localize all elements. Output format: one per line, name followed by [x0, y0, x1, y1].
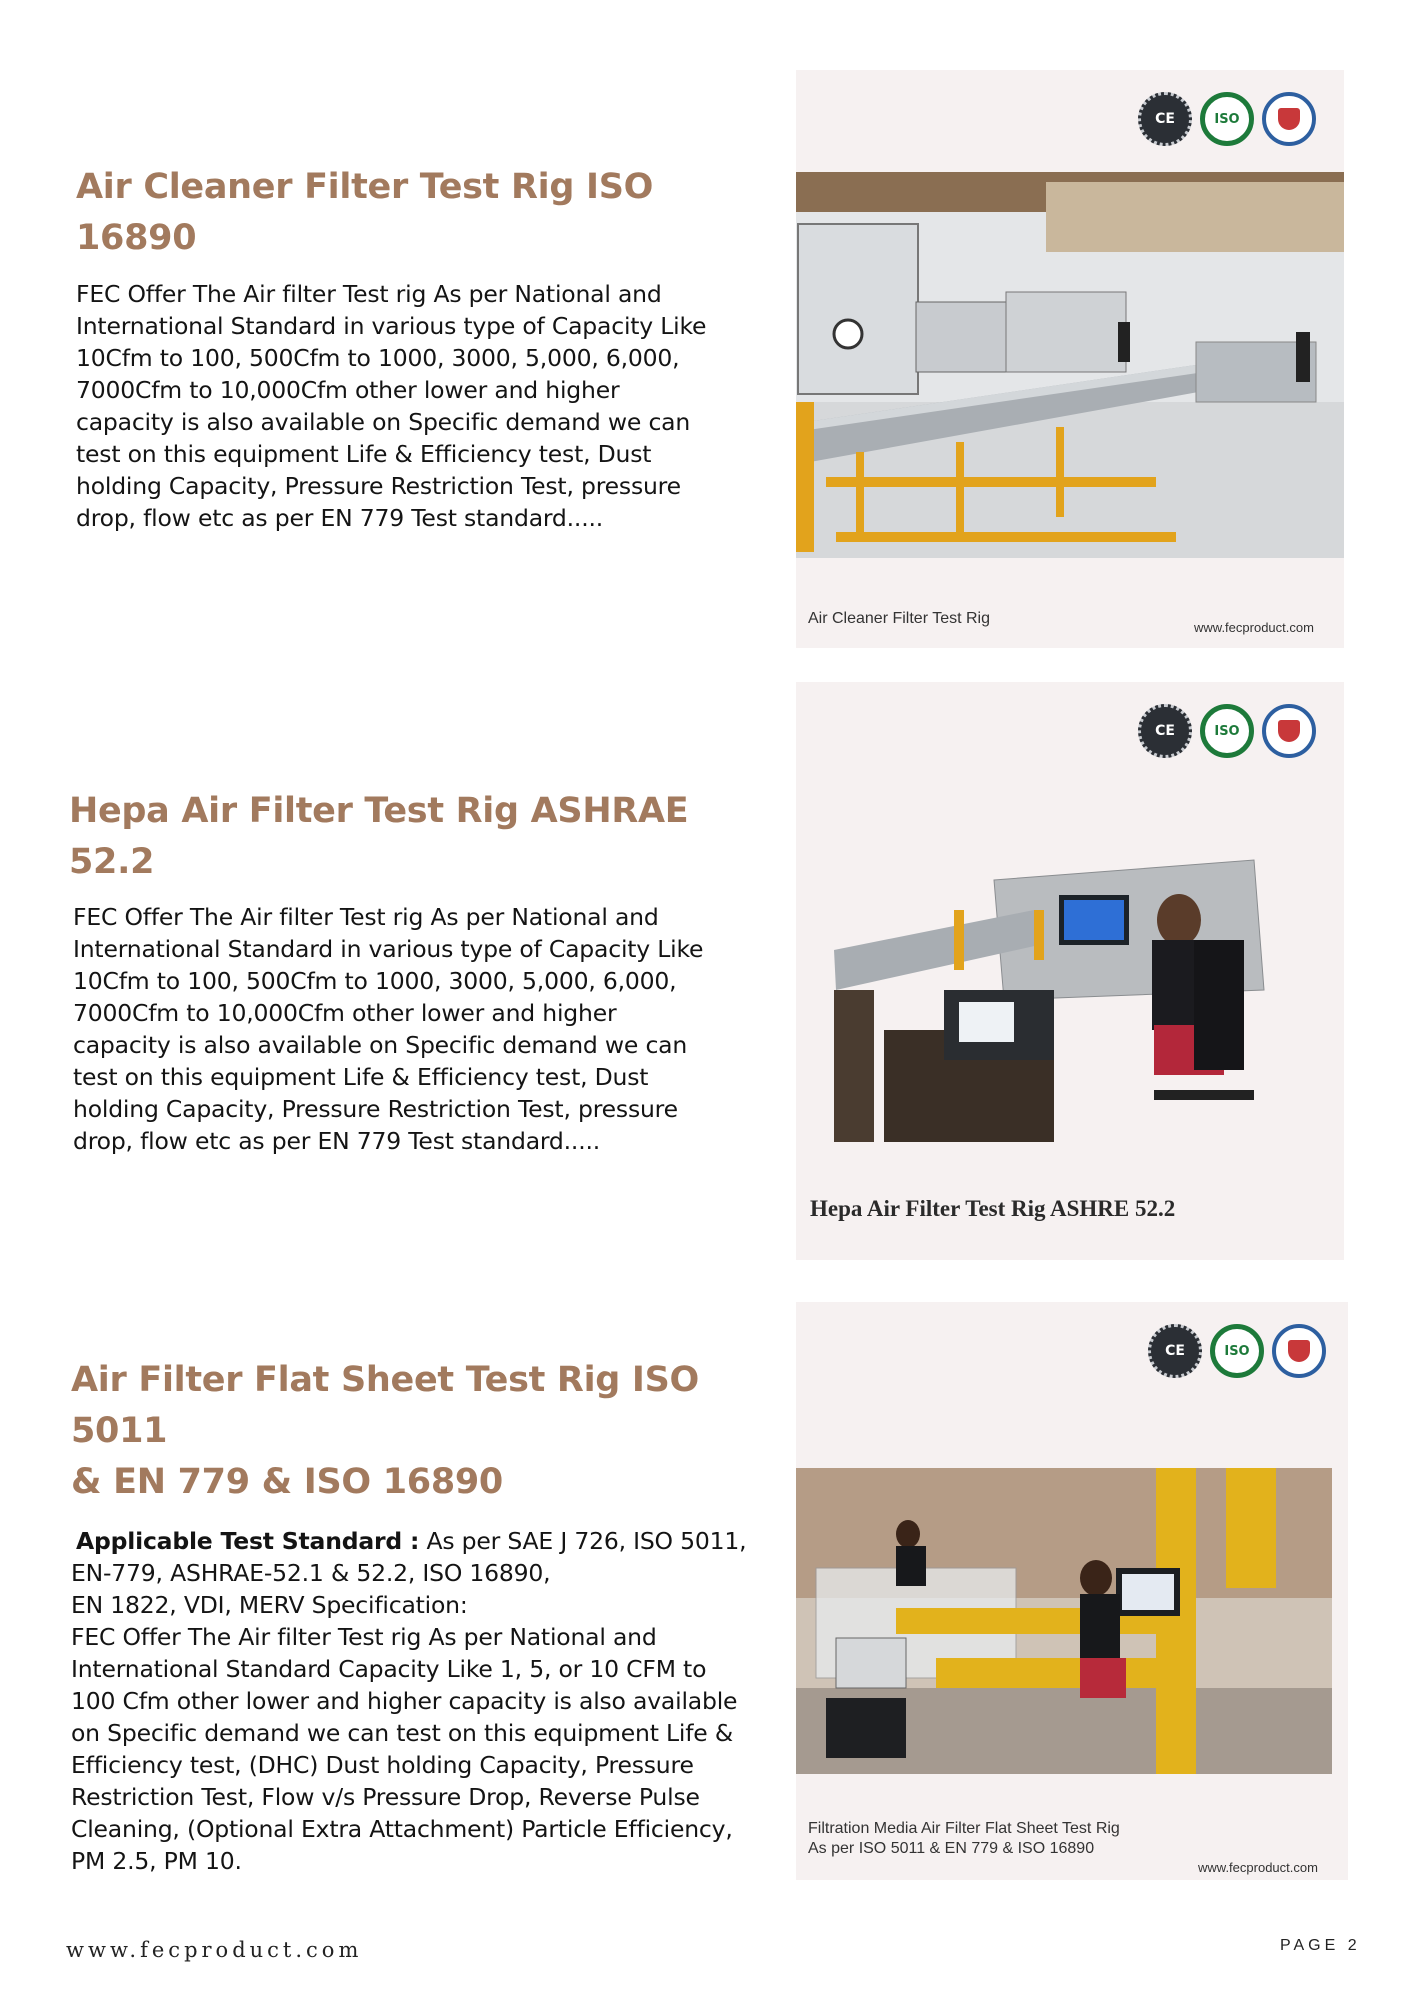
air-cleaner-test-rig-photo [796, 172, 1344, 558]
section-1-heading: Air Cleaner Filter Test Rig ISO 16890 [76, 167, 654, 258]
section-3-image-panel [796, 1302, 1348, 1880]
section-1-image-panel [796, 70, 1344, 648]
section-1-text [76, 162, 756, 534]
certification-badges [1138, 704, 1316, 758]
section-3-image-caption-line-1: Filtration Media Air Filter Flat Sheet Test Rig [808, 1820, 1120, 1837]
ce-mark-icon: CE [1138, 704, 1192, 758]
footer-website: www.fecproduct.com [66, 1938, 363, 1962]
iso-certified-icon: ISO [1200, 92, 1254, 146]
section-3-image-caption-line-2: As per ISO 5011 & EN 779 & ISO 16890 [808, 1840, 1095, 1857]
section-3-image-website: www.fecproduct.com [1198, 1860, 1318, 1875]
section-3-heading: Air Filter Flat Sheet Test Rig ISO 5011 & EN 779 & ISO 16890 [71, 1360, 699, 1502]
section-2-text [69, 786, 759, 1157]
ce-mark-icon: CE [1148, 1324, 1202, 1378]
applicable-standard-line [71, 1525, 761, 1557]
crest-seal-icon [1262, 92, 1316, 146]
section-2-paragraph: FEC Offer The Air filter Test rig As per National and International Standard in various type of Capacity Like 10Cfm to 100, 500Cfm to 1000, 3000, 5,000, 6,000, 7000Cfm to 10,000Cfm other lower and higher capacity is also available on Specific demand we can test on this equipment Life & Efficiency test, Dust holding Capacity, Pressure Restriction Test, pressure drop, flow etc as per EN 779 Test standard..... [73, 903, 704, 1155]
section-2-image-panel [796, 682, 1344, 1260]
flat-sheet-test-rig-photo [796, 1468, 1332, 1774]
crest-seal-icon [1262, 704, 1316, 758]
section-3-paragraph: Applicable Test Standard : As per SAE J 726, ISO 5011, EN-779, ASHRAE-52.1 & 52.2, ISO 16890, EN 1822, VDI, MERV Specification: FEC Offer The Air filter Test rig As per National and International Standard Capacity Like 1, 5, or 10 CFM to 100 Cfm other lower and higher capacity is also available on Specific demand we can test on this equipment Life & Efficiency test, (DHC) Dust holding Capacity, Pressure Restriction Test, Flow v/s Pressure Drop, Reverse Pulse Cleaning, (Optional Extra Attachment) Particle Efficiency, PM 2.5, PM 10. [71, 1525, 761, 1877]
iso-certified-icon: ISO [1210, 1324, 1264, 1378]
hepa-test-rig-photo [834, 840, 1282, 1142]
applicable-standard-label: Applicable Test Standard : [76, 1527, 420, 1555]
iso-certified-icon: ISO [1200, 704, 1254, 758]
section-2-image-caption: Hepa Air Filter Test Rig ASHRE 52.2 [810, 1196, 1176, 1221]
crest-seal-icon [1272, 1324, 1326, 1378]
section-3-text [71, 1355, 761, 1877]
section-2-heading: Hepa Air Filter Test Rig ASHRAE 52.2 [69, 791, 689, 882]
section-1-image-caption: Air Cleaner Filter Test Rig [808, 610, 990, 627]
applicable-standard-value: As per SAE J 726, ISO 5011, [419, 1527, 747, 1555]
ce-mark-icon: CE [1138, 92, 1192, 146]
certification-badges [1148, 1324, 1326, 1378]
section-1-image-website: www.fecproduct.com [1194, 620, 1314, 635]
page-number: PAGE 2 [1280, 1937, 1361, 1954]
certification-badges [1138, 92, 1316, 146]
section-1-paragraph: FEC Offer The Air filter Test rig As per National and International Standard in various type of Capacity Like 10Cfm to 100, 500Cfm to 1000, 3000, 5,000, 6,000, 7000Cfm to 10,000Cfm other lower and higher capacity is also available on Specific demand we can test on this equipment Life & Efficiency test, Dust holding Capacity, Pressure Restriction Test, pressure drop, flow etc as per EN 779 Test standard..... [76, 280, 707, 532]
